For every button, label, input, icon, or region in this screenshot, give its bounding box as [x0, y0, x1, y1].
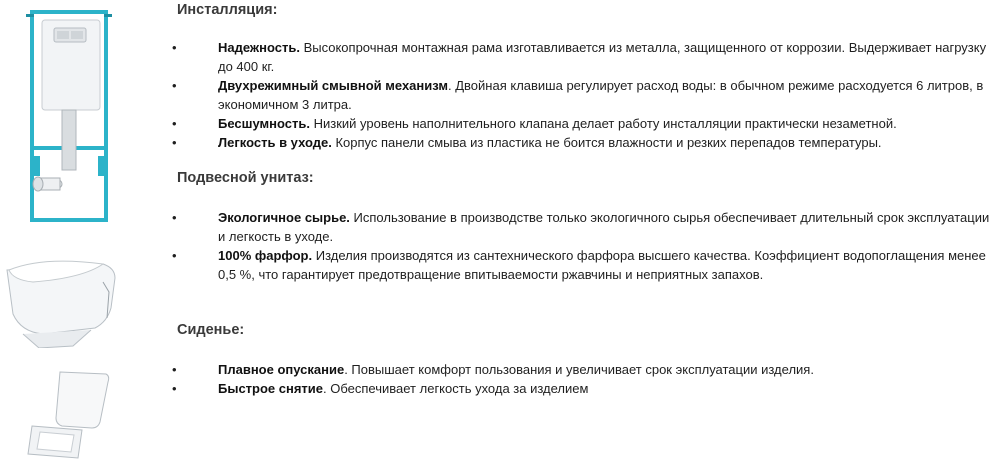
bullet: •: [172, 381, 177, 396]
item-text: Надежность. Высокопрочная монтажная рама изготавливается из металла, защищенного от коррозии. Выдерживает нагрузку до 400 кг.: [218, 40, 987, 74]
item-text: Бесшумность. Низкий уровень наполнительного клапана делает работу инсталляции практически незаметной.: [218, 116, 897, 131]
item-text: 100% фарфор. Изделия производятся из сантехнического фарфора высшего качества. Коэффициент водопоглащения менее 0,5 %, что гарантирует предотвращение впитываемости ржавчины и неприятных запахов.: [218, 248, 986, 282]
section-heading-installation: Инсталляция:: [177, 2, 278, 18]
bullet: •: [172, 40, 177, 55]
section-heading-toilet: Подвесной унитаз:: [177, 170, 314, 186]
bullet: •: [172, 135, 177, 150]
item-text: Быстрое снятие. Обеспечивает легкость ухода за изделием: [218, 381, 589, 396]
section-heading-seat: Сиденье:: [177, 322, 245, 338]
item-text: Экологичное сырье. Использование в производстве только экологичного сырья обеспечивает длительный срок эксплуатации и легкость в уходе.: [218, 210, 990, 244]
item-text: Плавное опускание. Повышает комфорт пользования и увеличивает срок эксплуатации изделия.: [218, 362, 814, 377]
bullet: •: [172, 210, 177, 225]
bullet: •: [172, 248, 177, 263]
bullet: •: [172, 362, 177, 377]
item-text: Легкость в уходе. Корпус панели смыва из пластика не боится влажности и резких перепадов температуры.: [218, 135, 882, 150]
bullet: •: [172, 78, 177, 93]
bullet: •: [172, 116, 177, 131]
item-text: Двухрежимный смывной механизм. Двойная клавиша регулирует расход воды: в обычном режиме расходуется 6 литров, в экономичном 3 литра.: [218, 78, 984, 112]
